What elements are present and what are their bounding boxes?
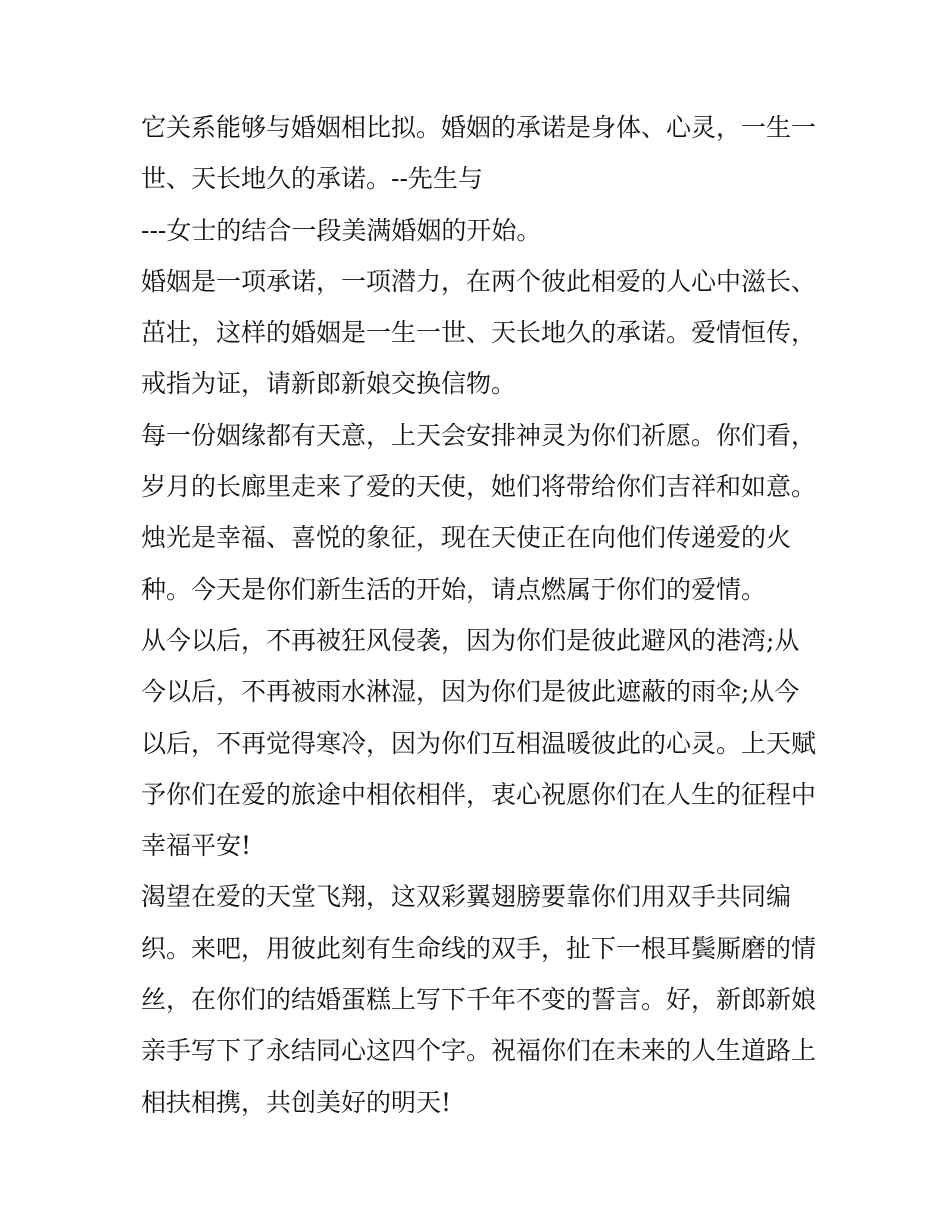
text-line: 它关系能够与婚姻相比拟。婚姻的承诺是身体、心灵，一生一 [141,113,817,142]
text-line: 婚姻是一项承诺，一项潜力，在两个彼此相爱的人心中滋长、 [141,266,817,296]
text-line: 以后，不再觉得寒冷，因为你们互相温暖彼此的心灵。上天赋 [141,728,817,758]
text-line: 每一份姻缘都有天意，上天会安排神灵为你们祈愿。你们看， [141,420,817,450]
text-line: 种。今天是你们新生活的开始，请点燃属于你们的爱情。 [141,574,767,604]
text-line: ---女士的结合一段美满婚姻的开始。 [141,215,542,245]
text-line: 相扶相携，共创美好的明天! [141,1087,452,1117]
text-line: 烛光是幸福、喜悦的象征，现在天使正在向他们传递爱的火 [141,523,792,553]
text-line: 今以后，不再被雨水淋湿，因为你们是彼此遮蔽的雨伞;从今 [141,677,800,707]
text-line: 渴望在爱的天堂飞翔，这双彩翼翅膀要靠你们用双手共同编 [141,882,792,912]
document-body [141,102,821,1128]
text-line: 予你们在爱的旅途中相依相伴，衷心祝愿你们在人生的征程中 [141,779,817,809]
text-line: 幸福平安! [141,831,252,861]
text-line: 丝，在你们的结婚蛋糕上写下千年不变的誓言。好，新郎新娘 [141,985,817,1015]
text-line: 世、天长地久的承诺。--先生与 [141,164,483,194]
text-line: 亲手写下了永结同心这四个字。祝福你们在未来的人生道路上 [141,1036,817,1066]
text-line: 茁壮，这样的婚姻是一生一世、天长地久的承诺。爱情恒传， [141,318,817,348]
text-line: 从今以后，不再被狂风侵袭，因为你们是彼此避风的港湾;从 [141,625,800,655]
text-line: 织。来吧，用彼此刻有生命线的双手，扯下一根耳鬓厮磨的情 [141,933,817,963]
text-line: 戒指为证，请新郎新娘交换信物。 [141,369,517,399]
text-line: 岁月的长廊里走来了爱的天使，她们将带给你们吉祥和如意。 [141,472,817,502]
